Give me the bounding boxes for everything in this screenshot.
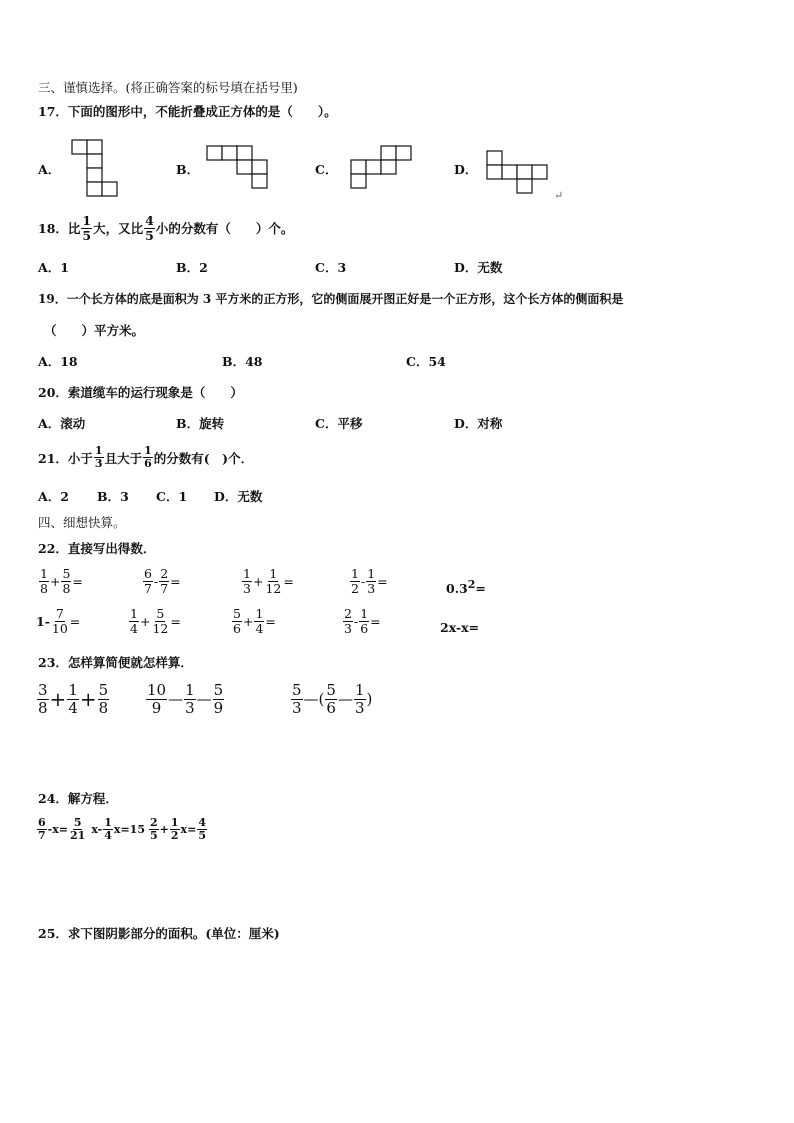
q22-expr-10: 2x-x= bbox=[440, 620, 480, 635]
q20-option-d: D．对称 bbox=[454, 416, 503, 431]
question-17-stem: 17．下面的图形中，不能折叠成正方体的是（ ）。 bbox=[38, 104, 337, 119]
q18-fraction-1: $\frac{1}{5}$ bbox=[82, 213, 92, 243]
question-18-stem: 18．比 $\frac{1}{5}$ 大，又比 $\frac{4}{5}$ 小的分数有（ ）个。 bbox=[38, 213, 294, 243]
stray-return-mark: ↵ bbox=[554, 189, 564, 202]
q18-option-a: A．1 bbox=[38, 260, 69, 275]
question-22-stem: 22．直接写出得数． bbox=[38, 541, 156, 556]
section-4-heading: 四、细想快算。 bbox=[38, 515, 126, 530]
q22-expr-1: $\frac{1}{8}$ + $\frac{5}{8}$ = bbox=[40, 566, 83, 596]
q24-equation-row: $\frac{6}{7}$ -x= $\frac{5}{21}$ x- $\frac{1}{4}$ x=15 $\frac{2}{5}$ + $\frac{1}{2}$ x= $\frac{4}{5}$ bbox=[38, 816, 206, 843]
q21-option-b: B．3 bbox=[97, 489, 129, 504]
q17-option-a-label: A． bbox=[38, 162, 61, 177]
q17-option-c-net bbox=[350, 145, 412, 191]
q22-expr-5: $0.3^2=$ bbox=[446, 578, 486, 597]
q19-option-c: C．54 bbox=[406, 354, 446, 369]
q22-expr-4: $\frac{1}{2}$ - $\frac{1}{3}$ = bbox=[351, 566, 388, 596]
question-21-stem: 21．小于 $\frac{1}{3}$ 且大于 $\frac{1}{6}$ 的分数有( )个． bbox=[38, 444, 254, 471]
q18-fraction-2: $\frac{4}{5}$ bbox=[145, 213, 154, 243]
q20-option-a: A．滚动 bbox=[38, 416, 86, 431]
q22-expr-2: $\frac{6}{7}$ - $\frac{2}{7}$ = bbox=[144, 566, 181, 596]
question-23-stem: 23．怎样算简便就怎样算． bbox=[38, 655, 193, 670]
question-20-stem: 20．索道缆车的运行现象是（ ） bbox=[38, 385, 243, 400]
q22-expr-9: $\frac{2}{3}$ - $\frac{1}{6}$ = bbox=[344, 606, 381, 636]
question-19-line-2: （ ）平方米。 bbox=[44, 323, 145, 338]
q18-option-c: C．3 bbox=[315, 260, 347, 275]
q20-option-c: C．平移 bbox=[315, 416, 363, 431]
q21-option-a: A．2 bbox=[38, 489, 69, 504]
q17-option-d-label: D． bbox=[454, 162, 478, 177]
q22-expr-3: $\frac{1}{3}$ + $\frac{1}{12}$ = bbox=[243, 566, 294, 596]
q21-fraction-2: $\frac{1}{6}$ bbox=[144, 444, 152, 471]
q21-fraction-1: $\frac{1}{3}$ bbox=[94, 444, 103, 471]
q21-option-c: C．1 bbox=[156, 489, 188, 504]
q18-option-b: B．2 bbox=[176, 260, 208, 275]
q23-expr-1: $\frac{3}{8}$ + $\frac{1}{4}$ + $\frac{5}{8}$ bbox=[38, 681, 109, 717]
section-3-heading: 三、谨慎选择。(将正确答案的标号填在括号里) bbox=[38, 80, 298, 95]
q23-expr-3: $\frac{5}{3}$ —( $\frac{5}{6}$ — $\frac{1}{3}$ ) bbox=[292, 681, 373, 717]
q22-expr-8: $\frac{5}{6}$ + $\frac{1}{4}$ = bbox=[233, 606, 276, 636]
q23-expr-2: $\frac{10}{9}$ — $\frac{1}{3}$ — $\frac{5}{9}$ bbox=[147, 681, 224, 717]
question-19-line-1: 19．一个长方体的底是面积为 3 平方米的正方形，它的侧面展开图正好是一个正方形，这个长方体的侧面积是 bbox=[38, 292, 624, 306]
q17-option-d-net bbox=[486, 150, 548, 196]
question-24-stem: 24．解方程． bbox=[38, 791, 118, 806]
q17-option-b-net bbox=[206, 145, 268, 191]
q17-option-a-net bbox=[71, 139, 117, 199]
question-25-stem: 25．求下图阴影部分的面积。(单位：厘米) bbox=[38, 926, 280, 941]
q17-option-b-label: B． bbox=[176, 162, 200, 177]
q18-option-d: D．无数 bbox=[454, 260, 503, 275]
q20-option-b: B．旋转 bbox=[176, 416, 225, 431]
q17-option-c-label: C． bbox=[315, 162, 338, 177]
q19-option-b: B．48 bbox=[222, 354, 263, 369]
q22-expr-7: $\frac{1}{4}$ + $\frac{5}{12}$ = bbox=[130, 606, 181, 636]
q21-option-d: D．无数 bbox=[214, 489, 263, 504]
q22-expr-6: 1- $\frac{7}{10}$ = bbox=[36, 606, 81, 636]
q19-option-a: A．18 bbox=[38, 354, 78, 369]
